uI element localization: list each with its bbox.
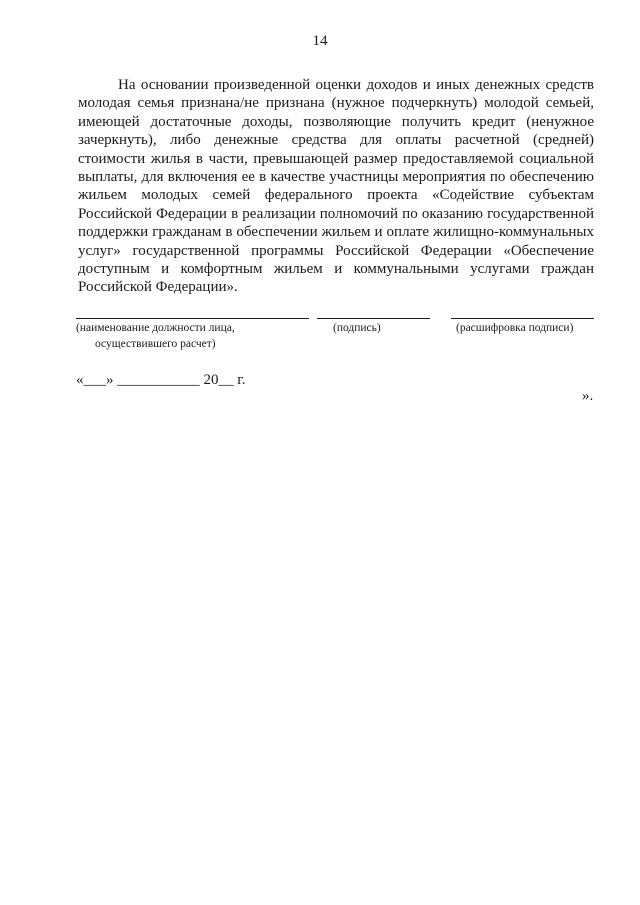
signature-decoding-line <box>451 318 594 319</box>
position-caption-line-2: осуществившего расчет) <box>95 338 216 350</box>
signature-decoding-caption: (расшифровка подписи) <box>456 322 574 334</box>
signature-caption: (подпись) <box>333 322 381 334</box>
signature-line <box>317 318 430 319</box>
page-number: 14 <box>312 33 328 49</box>
position-caption-line-1: (наименование должности лица, <box>76 322 235 334</box>
date-placeholder: «___» ___________ 20__ г. <box>76 372 246 388</box>
main-paragraph: На основании произведенной оценки доходов и иных денежных средств молодая семья признана/не признана (нужное подчеркнуть) молодой семьей, имеющей достаточные доходы, позволяющие получить кредит (ненужное зачеркнуть), либо денежные средства для оплаты расчетной (средней) стоимости жилья в части, превышающей размер предоставляемой социальной выплаты, для включения ее в качестве участницы мероприятия по обеспечению жильем молодых семей федерального проекта «Содействие субъектам Российской Федерации в реализации полномочий по оказанию государственной поддержки гражданам в обеспечении жильем и оплате жилищно-коммунальных услуг» государственной программы Российской Федерации «Обеспечение доступным и комфортным жильем и коммунальными услугами граждан Российской Федерации». <box>78 77 594 296</box>
position-signature-line <box>76 318 309 319</box>
closing-quote-mark: ». <box>582 388 594 404</box>
